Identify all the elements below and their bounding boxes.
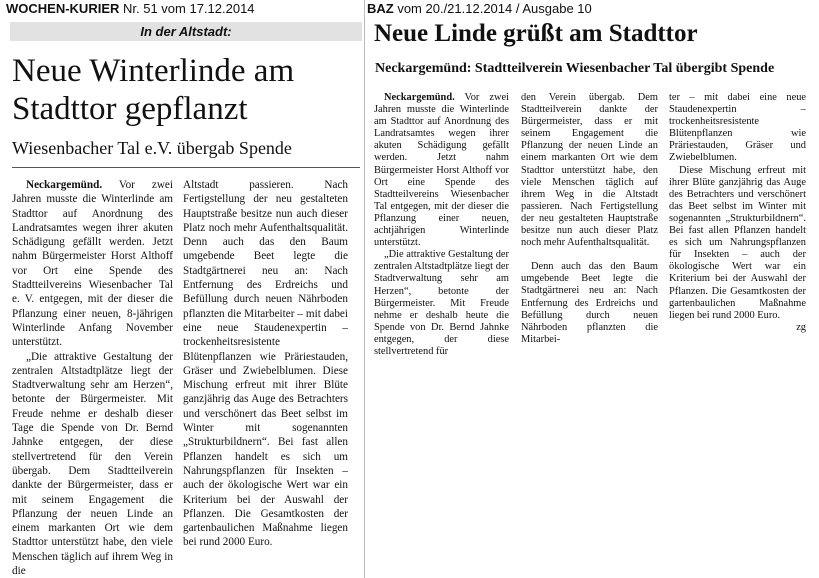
left-divider xyxy=(12,167,360,168)
left-kicker: In der Altstadt: xyxy=(10,22,362,41)
right-col1-paragraph-1 xyxy=(374,92,509,249)
left-subheadline: Wiesenbacher Tal e.V. übergab Spende xyxy=(12,138,292,158)
left-dateline: Neckargemünd. xyxy=(26,179,103,191)
left-column-2 xyxy=(183,178,348,550)
right-column-3 xyxy=(669,92,806,334)
left-headline-line1: Neue Winterlinde am xyxy=(12,53,295,89)
left-headline-line2: Stadttor gepflanzt xyxy=(12,91,248,127)
right-col1-text-1: Vor zwei Jahren musste die Winterlinde am Stadttor auf Anordnung des Landratsamtes wegen ihrer akuten Schädigung gefällt werden. Jetzt nahm Bürgermeister Horst Althoff vor Ort eine Spende des Stadtteilvereins Wiesenbacher Tal entgegen, mit der dieser die Pflanzung einer neuen, achtjährigen Winterlinde unterstützt. xyxy=(374,92,509,249)
right-col2-paragraph-1: den Verein übergab. Dem Stadtteilverein dankte der Bürgermeister, dass er mit seinem Engagement die Pflanzung der neuen Linde an einem markanten Ort wie dem Stadttor unterstützt habe, den viele Menschen täglich auf ihrem Weg in die Altstadt passieren. Nach Fertigstellung der neu gestalteten Hauptstraße besitze nun auch dieser Platz noch mehr Aufenthaltsqualität. xyxy=(521,92,658,249)
right-col3-paragraph-2: Diese Mischung erfreut mit ihrer Blüte ganzjährig das Auge des Betrachters und verschönert das Beet selbst im Winter mit sogenannten „Strukturbildnern“. Bei fast allen Pflanzen handelt es sich um Nahrungspflanzen für Insekten – auch der ökologische Wert war ein Kriterium bei der Auswahl der Pflanzen. Die Gesamtkosten der gartenbaulichen Maßnahme liegen bei rund 2000 Euro. xyxy=(669,164,806,321)
right-col1-paragraph-2: „Die attraktive Gestaltung der zentralen Altstadtplätze liegt der Stadtverwaltung sehr am Herzen“, betonte der Bürgermeister. Mit Freude nehme er deshalb heute die Spende von Dr. Bernd Jahnke entgegen, der diese stellvertretend für xyxy=(374,249,509,357)
left-column-1 xyxy=(12,178,173,578)
right-source-date: vom 20./21.12.2014 / Ausgabe 10 xyxy=(393,1,592,16)
right-source-paper: BAZ xyxy=(367,1,394,16)
left-source-line xyxy=(6,1,255,17)
right-subheadline: Neckargemünd: Stadtteilverein Wiesenbacher Tal übergibt Spende xyxy=(375,61,775,76)
left-source-date: Nr. 51 vom 17.12.2014 xyxy=(119,1,255,16)
left-col2-paragraph-1: Altstadt passieren. Nach Fertigstellung der neu gestalteten Hauptstraße besitze nun auch dieser Platz noch mehr Aufenthaltsqualität. Denn auch das den Baum umgebende Beet legte die Stadtgärtnerei neu an: Nach Entfernung des Erdreichs und Befüllung durch neuen Nährboden pflanzten die Mitarbeiter – mit dabei eine neue Staudenexpertin – trockenheitsresistente Blütenpflanzen wie Präriestauden, Gräser und Zwiebelblumen. Diese Mischung erfreut mit ihrer Blüte ganzjährig das Auge des Betrachters und verschönert das Beet selbst im Winter mit sogenannten „Strukturbildnern“. Bei fast allen Pflanzen handelt es sich um Nahrungspflanzen für Insekten – auch der ökologische Wert war ein Kriterium bei der Auswahl der Pflanzen. Die Gesamtkosten der gartenbaulichen Maßnahme liegen bei rund 2000 Euro. xyxy=(183,179,348,549)
clipping-divider xyxy=(364,0,365,578)
left-col1-text-1: Vor zwei Jahren musste die Winterlinde am Stadttor auf Anordnung des Landratsamtes wegen ihrer akuten Schädigung gefällt werden. Jetzt nahm Bürgermeister Horst Althoff vor Ort eine Spende des Stadtteilvereins Wiesenbacher Tal e. V. entgegen, mit der dieser die Pflanzung einer neuen, 8-jährigen Winterlinde Anfang November unterstützt. xyxy=(12,179,173,349)
left-source-paper: WOCHEN-KURIER xyxy=(6,1,120,16)
right-source-line xyxy=(367,1,592,17)
left-col1-paragraph-2: „Die attraktive Gestaltung der zentralen Altstadtplätze liegt der Stadtverwaltung sehr am Herzen“, betonte der Bürgermeister. Mit Freude nehme er deshalb dieser Tage die Spende von Dr. Bernd Jahnke entgegen, der diese stellvertretend für den Verein übergab. Dem Stadtteilverein dankte der Bürgermeister, dass er mit seinem Engagement die Pflanzung der neuen Linde an einem markanten Ort wie dem Stadttor unterstützt habe, den viele Menschen täglich auf ihrem Weg in die xyxy=(12,350,173,578)
right-headline: Neue Linde grüßt am Stadttor xyxy=(374,20,698,47)
right-column-2 xyxy=(521,92,658,346)
left-col1-paragraph-1 xyxy=(12,178,173,350)
right-col2-paragraph-2: Denn auch das den Baum umgebende Beet legte die Stadtgärtnerei neu an: Nach Entfernung des Erdreichs und Befüllung durch neuen Nährboden pflanzten die Mitarbei- xyxy=(521,261,658,345)
right-column-1 xyxy=(374,92,509,358)
left-headline xyxy=(12,52,357,128)
right-dateline: Neckargemünd. xyxy=(384,92,455,103)
right-author-signature: zg xyxy=(796,321,806,333)
right-col3-paragraph-1: ter – mit dabei eine neue Staudenexpertin – trockenheitsresistente Blütenpflanzen wie Präriestauden, Gräser und Zwiebelblumen. xyxy=(669,92,806,164)
